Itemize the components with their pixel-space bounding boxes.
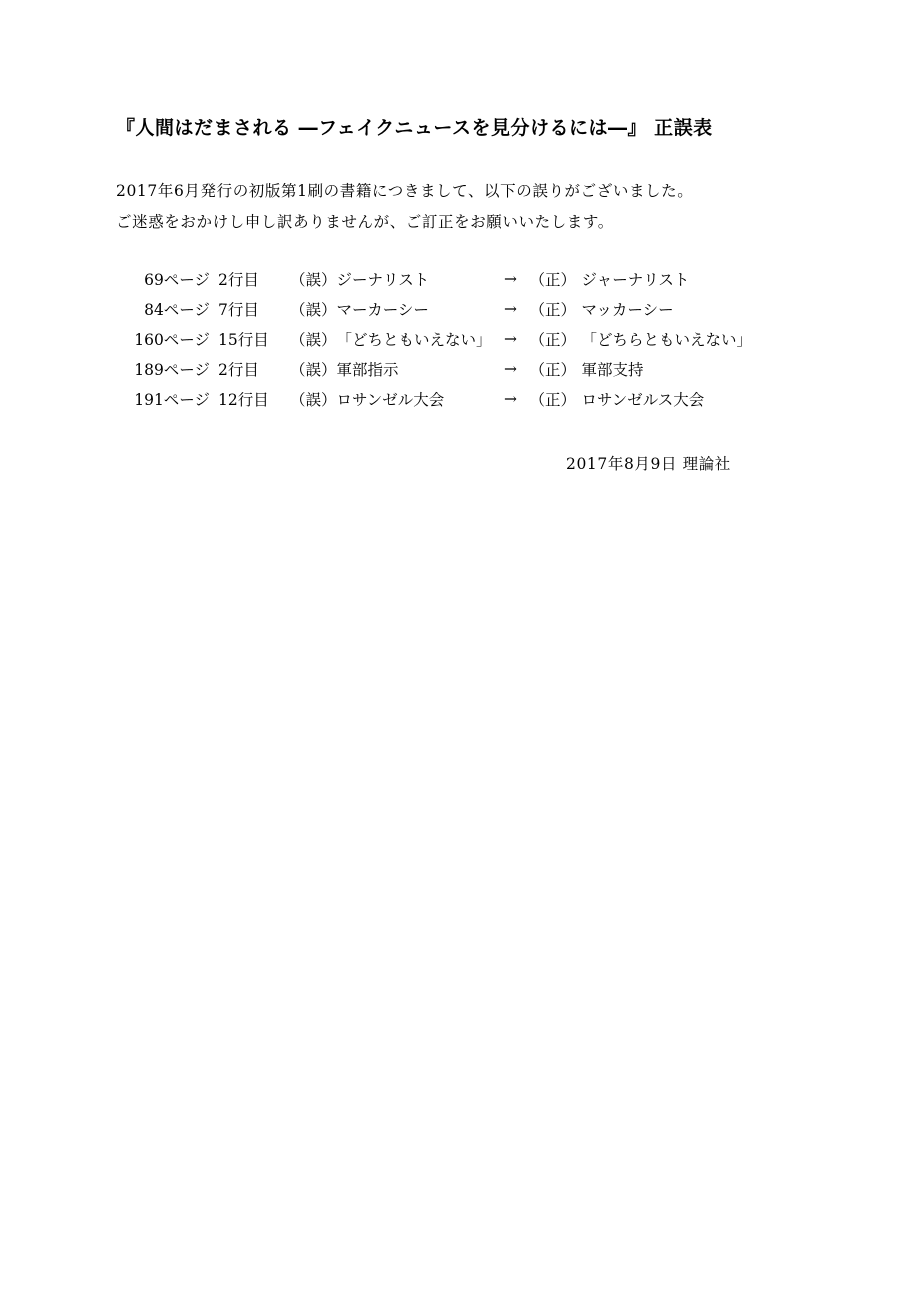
arrow-icon: → — [504, 360, 518, 378]
arrow-icon: → — [504, 390, 518, 408]
wrong-mark: （誤） — [290, 361, 337, 379]
errata-line: 2行目 — [218, 271, 259, 289]
right-text: 「どちらともいえない」 — [581, 331, 753, 349]
right-text: 軍部支持 — [581, 361, 644, 379]
intro-paragraph — [116, 176, 693, 238]
errata-row — [112, 264, 782, 294]
wrong-mark: （誤） — [290, 271, 337, 289]
intro-line: ご迷惑をおかけし申し訳ありませんが、ご訂正をお願いいたします。 — [116, 213, 614, 231]
errata-line: 2行目 — [218, 361, 259, 379]
arrow-icon: → — [504, 300, 518, 318]
arrow-icon: → — [504, 270, 518, 288]
wrong-text: ロサンゼル大会 — [336, 391, 445, 409]
errata-page: 160ページ — [134, 331, 210, 349]
document-title: 『人間はだまされる ―フェイクニュースを見分けるには―』 正誤表 — [116, 117, 713, 139]
errata-page: 69ページ — [144, 271, 210, 289]
wrong-mark: （誤） — [290, 331, 337, 349]
right-mark: （正） — [529, 361, 577, 379]
errata-row — [112, 324, 782, 354]
errata-line: 7行目 — [218, 301, 259, 319]
intro-line: 2017年6月発行の初版第1刷の書籍につきまして、以下の誤りがございました。 — [116, 182, 694, 200]
errata-page: 191ページ — [134, 391, 210, 409]
errata-page: 84ページ — [144, 301, 210, 319]
publication-date-and-publisher: 2017年8月9日 理論社 — [566, 455, 731, 473]
right-text: ジャーナリスト — [581, 271, 690, 289]
errata-line: 12行目 — [218, 391, 269, 409]
errata-row — [112, 294, 782, 324]
wrong-text: マーカーシー — [336, 301, 429, 319]
errata-line: 15行目 — [218, 331, 269, 349]
wrong-text: ジーナリスト — [336, 271, 430, 289]
right-mark: （正） — [529, 391, 577, 409]
arrow-icon: → — [504, 330, 518, 348]
right-mark: （正） — [529, 301, 577, 319]
wrong-mark: （誤） — [290, 391, 337, 409]
right-text: マッカーシー — [581, 301, 674, 319]
right-mark: （正） — [529, 331, 577, 349]
errata-page: 189ページ — [134, 361, 210, 379]
wrong-text: 軍部指示 — [336, 361, 399, 379]
wrong-text: 「どちともいえない」 — [336, 331, 492, 349]
errata-row — [112, 384, 782, 414]
right-text: ロサンゼルス大会 — [581, 391, 705, 409]
errata-row — [112, 354, 782, 384]
right-mark: （正） — [529, 271, 577, 289]
wrong-mark: （誤） — [290, 301, 337, 319]
errata-table — [112, 264, 782, 414]
